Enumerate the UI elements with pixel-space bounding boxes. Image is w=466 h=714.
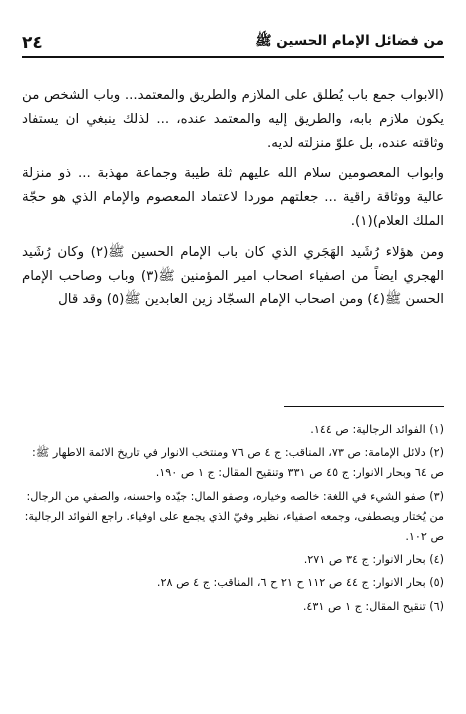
footnote: (٢) دلائل الإمامة: ص ٧٣، المناقب: ج ٤ ص ٧٦ ومنتخب الانوار في تاريخ الائمة الاطهار ﷺ: ص ٦٤ وبحار الانوار: ج ٤٥ ص ٣٣١ وتنقيح المقال: ج ١ ص ١٩٠. (32, 446, 444, 480)
footnotes (22, 420, 444, 620)
footnote: (٤) بحار الانوار: ج ٣٤ ص ٢٧١. (303, 553, 444, 567)
paragraph: (الابواب جمع باب يُطلق على الملازم والطريق والمعتمد... وباب الشخص من يكون ملازم بابه، والطريق إليه والمعتمد عنده، ... لذلك ينبغي ان يستفاد وثاقته عنده، بل علوّ منزلته لديه. (22, 88, 444, 151)
footnote: (٣) صفو الشيء في اللغة: خالصه وخياره، وصفو المال: جيّده واحسنه، والصفي من الرجال: من يُختار ويصطفى، وجمعه اصفياء، نظير وفيّ الذي يجمع على اوفياء. راجع الفوائد الرجالية: ص ١٠٢. (24, 489, 444, 544)
paragraph: ومن هؤلاء رُشَيد الهَجَري الذي كان باب الإمام الحسين ﷺ(٢) وكان رُشَيد الهجري ايضاً من اصفياء اصحاب امير المؤمنين ﷺ(٣) وباب وصاحب الإمام الحسن ﷺ(٤) ومن اصحاب الإمام السجّاد زين العابدين ﷺ(٥) وقد قال (22, 244, 445, 308)
footnote-divider (284, 406, 444, 407)
footnote: (١) الفوائد الرجالية: ص ١٤٤. (310, 423, 444, 436)
main-text (22, 84, 444, 312)
running-title: من فضائل الإمام الحسين ﷺ (255, 33, 444, 49)
footnote: (٦) تنقيح المقال: ج ١ ص ٤٣١. (302, 599, 444, 613)
running-header (22, 24, 444, 58)
paragraph: وابواب المعصومين سلام الله عليهم ثلة طيبة وجماعة مهذبة ... ذو منزلة عالية ووثاقة راقية ... جعلتهم موردا لاعتماد المعصوم والإمام الذي هو حجّة الملك العلام)(١). (22, 166, 444, 229)
page-number: ٢٤ (22, 33, 43, 53)
footnote: (٥) بحار الانوار: ج ٤٤ ص ١١٢ ح ٢١ ح ٦، المناقب: ج ٤ ص ٢٨. (156, 576, 444, 590)
